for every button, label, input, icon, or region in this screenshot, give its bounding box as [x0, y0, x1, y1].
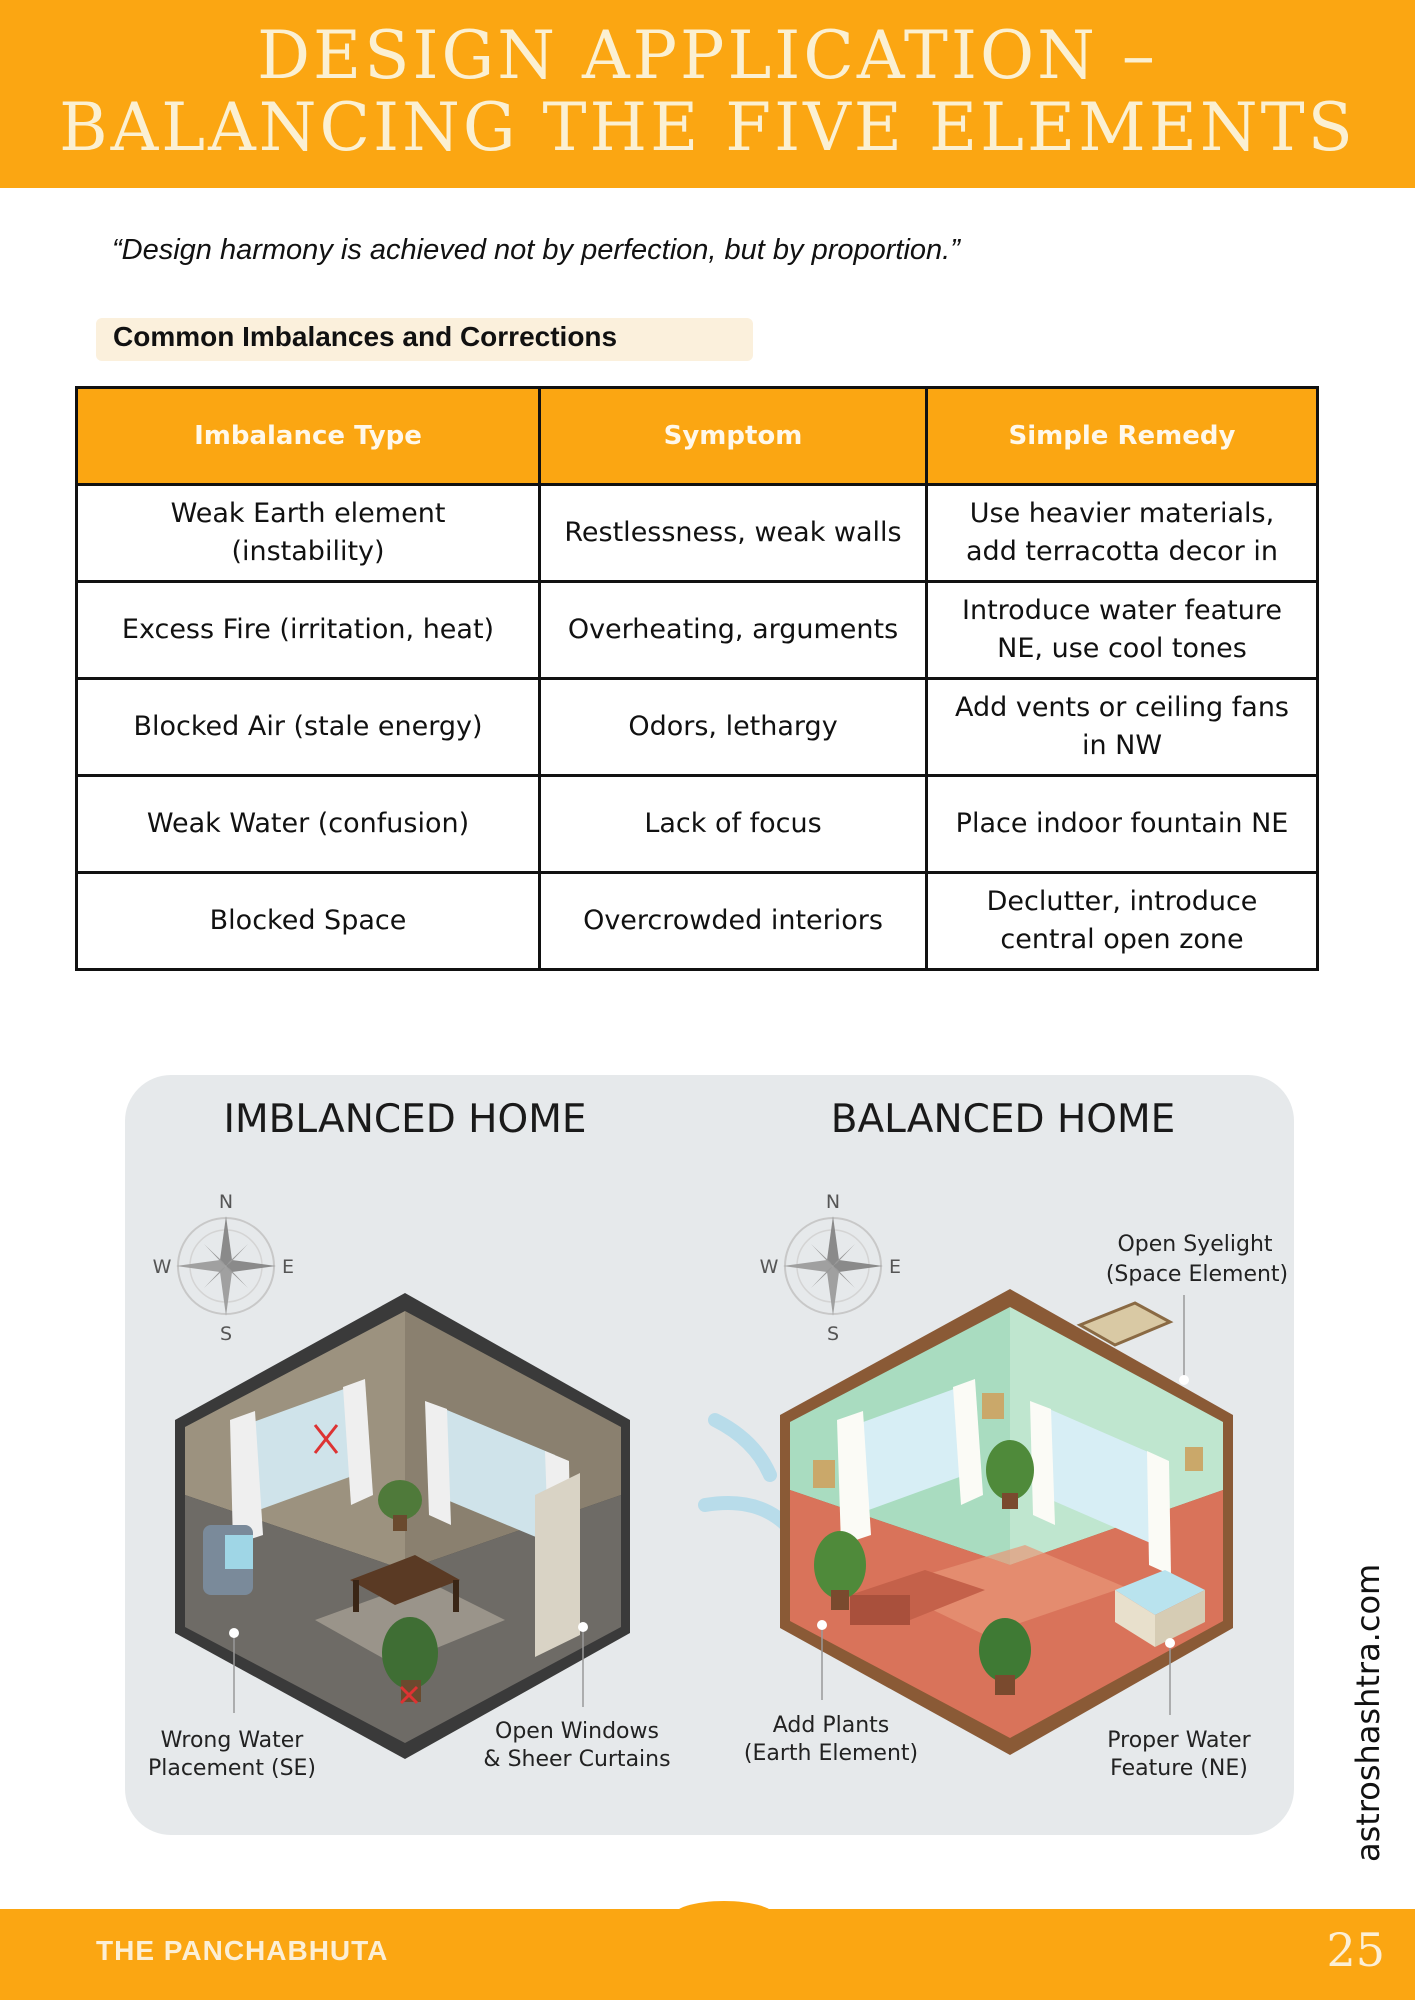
table-header-row: [77, 388, 1318, 485]
imbalanced-home-title: IMBLANCED HOME: [223, 1097, 587, 1142]
table-row: [77, 873, 1318, 970]
table-row: [77, 679, 1318, 776]
illustration-canvas: [125, 1075, 1294, 1835]
skylight-label-line2: (Space Element): [1105, 1262, 1289, 1287]
column-header: Symptom: [540, 388, 927, 485]
remedy-cell: Add vents or ceiling fans in NW: [927, 679, 1318, 776]
imbalance-type-cell: Weak Earth element (instability): [77, 485, 540, 582]
section-heading: [96, 318, 753, 361]
skylight-label-line1: Open Syelight: [1117, 1232, 1273, 1257]
website-url-vertical: astroshashtra.com: [1349, 1563, 1387, 1862]
remedy-cell: Use heavier materials, add terracotta decor in: [927, 485, 1318, 582]
design-quote: “Design harmony is achieved not by perfection, but by proportion.”: [112, 234, 960, 266]
imbalanced-room-image: [175, 1293, 630, 1759]
symptom-cell: Odors, lethargy: [540, 679, 927, 776]
balanced-home-title: BALANCED HOME: [830, 1097, 1176, 1142]
imbalance-type-cell: Weak Water (confusion): [77, 776, 540, 873]
compass-w-label: W: [759, 1256, 779, 1278]
open-windows-label-line1: Open Windows: [495, 1719, 659, 1744]
remedy-cell: Introduce water feature NE, use cool tones: [927, 582, 1318, 679]
wrong-water-label-line2: Placement (SE): [147, 1756, 317, 1781]
compass-icon-left: [176, 1216, 276, 1316]
add-plants-label-line1: Add Plants: [772, 1713, 890, 1738]
column-header: Imbalance Type: [77, 388, 540, 485]
compass-n-label: N: [825, 1191, 841, 1213]
imbalance-type-cell: Blocked Air (stale energy): [77, 679, 540, 776]
open-windows-label-line2: & Sheer Curtains: [483, 1747, 671, 1772]
footer-decoration: [672, 1901, 776, 1917]
compass-e-label: E: [281, 1256, 295, 1278]
compass-n-label: N: [218, 1191, 234, 1213]
home-comparison-illustration: [125, 1075, 1294, 1835]
balanced-room-image: [705, 1289, 1233, 1755]
remedy-cell: Place indoor fountain NE: [927, 776, 1318, 873]
imbalance-type-cell: Excess Fire (irritation, heat): [77, 582, 540, 679]
page-footer: [0, 1909, 1415, 2000]
column-header: Simple Remedy: [927, 388, 1318, 485]
compass-e-label: E: [888, 1256, 902, 1278]
compass-w-label: W: [152, 1256, 172, 1278]
page-number: 25: [1326, 1923, 1385, 1977]
table-row: [77, 582, 1318, 679]
footer-brand: THE PANCHABHUTA: [96, 1935, 389, 1966]
table-row: [77, 776, 1318, 873]
remedy-cell: Declutter, introduce central open zone: [927, 873, 1318, 970]
imbalance-type-cell: Blocked Space: [77, 873, 540, 970]
page-title-line-2: BALANCING THE FIVE ELEMENTS: [59, 89, 1356, 166]
compass-icon-right: [783, 1216, 883, 1316]
wrong-water-label-line1: Wrong Water: [160, 1728, 304, 1753]
add-plants-label-line2: (Earth Element): [743, 1741, 919, 1766]
section-heading-text: Common Imbalances and Corrections: [113, 321, 618, 352]
symptom-cell: Lack of focus: [540, 776, 927, 873]
symptom-cell: Restlessness, weak walls: [540, 485, 927, 582]
imbalances-table: [75, 386, 1319, 971]
page-header: [0, 0, 1415, 188]
water-feature-label-line1: Proper Water: [1107, 1728, 1251, 1753]
symptom-cell: Overcrowded interiors: [540, 873, 927, 970]
water-feature-label-line2: Feature (NE): [1110, 1756, 1248, 1781]
table-row: [77, 485, 1318, 582]
page-title-line-1: DESIGN APPLICATION –: [257, 17, 1158, 94]
compass-s-label: S: [219, 1323, 233, 1345]
compass-s-label: S: [826, 1323, 840, 1345]
symptom-cell: Overheating, arguments: [540, 582, 927, 679]
